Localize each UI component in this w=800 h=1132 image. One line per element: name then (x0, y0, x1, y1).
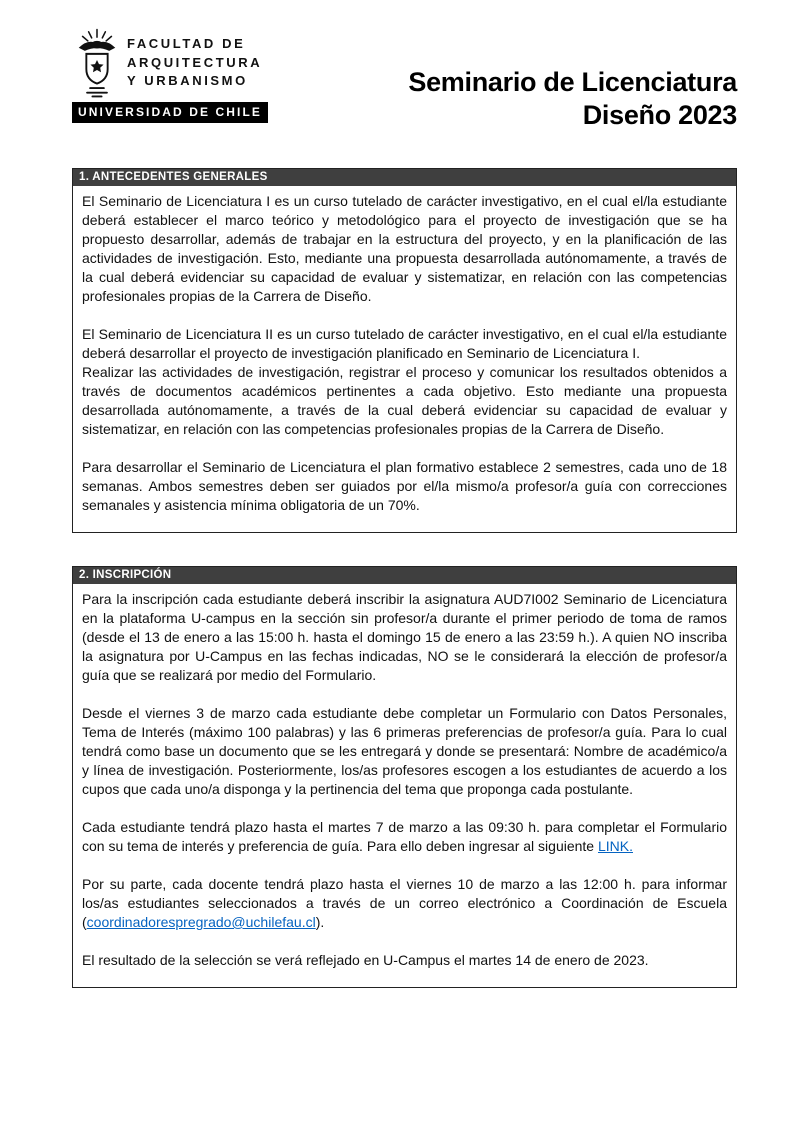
section-title: 2. INSCRIPCIÓN (73, 567, 736, 584)
faculty-name-line-1: FACULTAD DE (127, 35, 246, 51)
section-antecedentes-generales (72, 168, 737, 533)
document-header (72, 28, 737, 132)
paragraph: Desde el viernes 3 de marzo cada estudiante debe completar un Formulario con Datos Personales, Tema de Interés (máximo 100 palabras) y las 6 primeras preferencias de profesor/a guía. Para lo cual tendrá como base un documento que se les entregará y donde se presentará: Nombre de académico/a y línea de investigación. Posteriormente, los/as profesores escogen a los estudiantes de acuerdo a los cupos que cada uno/a disponga y la pertinencia del tema que proponga cada postulante. (82, 704, 727, 797)
faculty-name-line-2: ARQUITECTURA (127, 54, 263, 70)
paragraph: Para la inscripción cada estudiante deberá inscribir la asignatura AUD7I002 Seminario de Licenciatura en la plataforma U-campus en la sección sin profesor/a durante el primer periodo de toma de ramos (desde el 13 de enero a las 15:00 h. hasta el domingo 15 de enero a las 23:59 h.). A quien NO inscriba la asignatura por U-Campus en las fechas indicadas, NO se le considerará la elección de profesor/a guía que se realizará por medio del Formulario. (82, 590, 727, 683)
paragraph (82, 875, 727, 932)
paragraph: El Seminario de Licenciatura II es un curso tutelado de carácter investigativo, en el cual el/la estudiante deberá desarrollar el proyecto de investigación planificado en Seminario de Licenciatura I. (82, 325, 727, 361)
document-title (408, 66, 737, 132)
paragraph-text: ). (315, 913, 325, 930)
title-line-1: Seminario de Licenciatura (408, 67, 737, 97)
paragraph: El Seminario de Licenciatura I es un curso tutelado de carácter investigativo, en el cual el/la estudiante deberá establecer el marco teórico y metodológico para el proyecto de investigación que se ha propuesto desarrollar, además de trabajar en la estructura del proyecto, y en la planificación de las actividades de investigación. Esto, mediante una propuesta desarrollada autónomamente, a través de la cual deberá evidenciar su capacidad de evaluar y sistematizar, en relación con las competencias profesionales propias de la Carrera de Diseño. (82, 192, 727, 304)
section-title: 1. ANTECEDENTES GENERALES (73, 169, 736, 186)
paragraph-text: Cada estudiante tendrá plazo hasta el martes 7 de marzo a las 09:30 h. para completar el Formulario con su tema de interés y preferencia de guía. Para ello deben ingresar al siguiente (82, 818, 727, 854)
paragraph: El resultado de la selección se verá reflejado en U-Campus el martes 14 de enero de 2023. (82, 951, 649, 968)
section-inscripcion (72, 566, 737, 988)
title-line-2: Diseño 2023 (582, 99, 737, 130)
faculty-name-line-3: Y URBANISMO (127, 73, 248, 89)
university-emblem-icon (74, 28, 120, 98)
section-body (73, 186, 736, 532)
university-name-banner: UNIVERSIDAD DE CHILE (72, 102, 268, 123)
paragraph: Para desarrollar el Seminario de Licenciatura el plan formativo establece 2 semestres, cada uno de 18 semanas. Ambos semestres deben ser guiados por el/la mismo/a profesor/a guía con correcciones semanales y asistencia mínima obligatoria de un 70%. (82, 458, 727, 513)
form-link[interactable]: LINK. (597, 837, 633, 854)
paragraph-text: Por su parte, cada docente tendrá plazo hasta el viernes 10 de marzo a las 12:00 h. para informar los/as estudiantes seleccionados a través de un correo electrónico a Coordinación de Escuela ( (82, 875, 727, 930)
logo-row (72, 28, 268, 98)
university-logo (72, 28, 268, 123)
coordination-email-link[interactable]: coordinadorespregrado@uchilefau.cl (86, 913, 316, 930)
paragraph (82, 818, 727, 856)
section-body (73, 584, 736, 987)
faculty-name (127, 35, 262, 92)
paragraph: Realizar las actividades de investigación, registrar el proceso y comunicar los resultados obtenidos a través de documentos académicos pertinentes a cada objetivo. Esto mediante una propuesta desarrollada autónomamente, a través de la cual deberá evidenciar su capacidad de evaluar y sistematizar, en relación con las competencias profesionales propias de la Carrera de Diseño. (82, 363, 727, 437)
